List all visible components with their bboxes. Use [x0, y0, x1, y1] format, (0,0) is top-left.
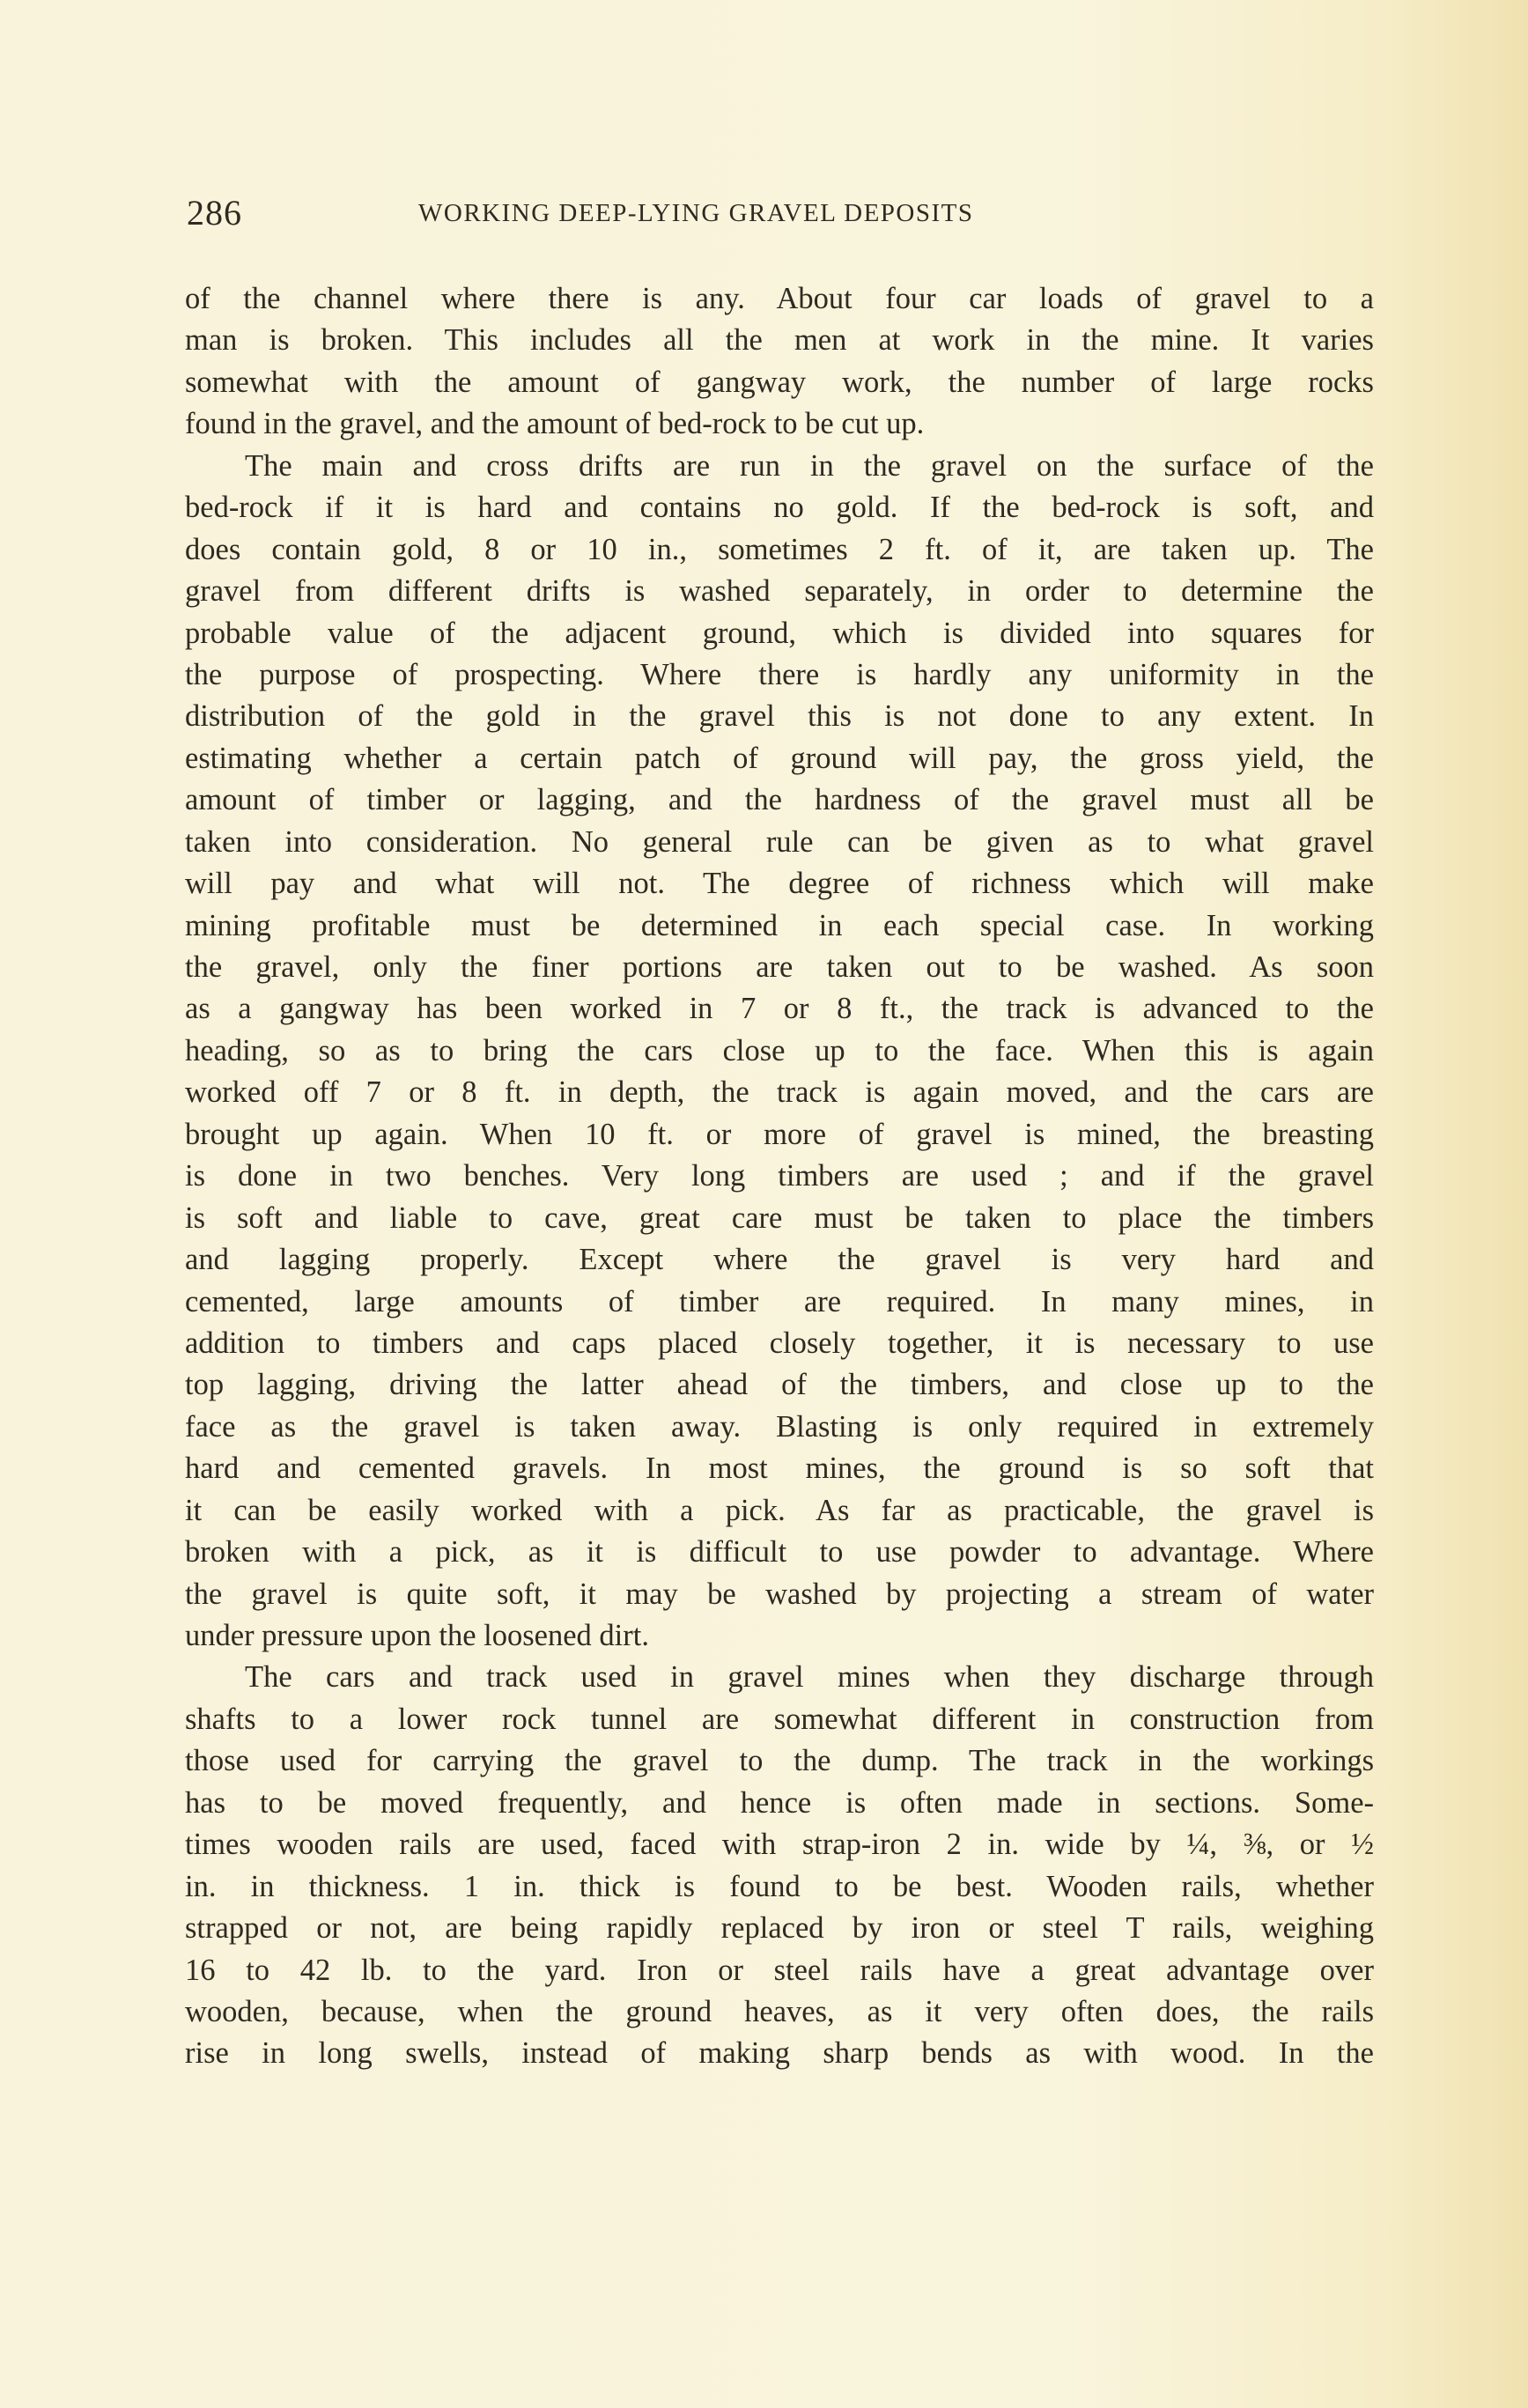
text-line: face as the gravel is taken away. Blasting is only required in extremely — [185, 1409, 1374, 1444]
text-line: is soft and liable to cave, great care must be taken to place the timbers — [185, 1200, 1374, 1235]
text-line: and lagging properly. Except where the gravel is very hard and — [185, 1243, 1374, 1277]
text-line: gravel from different drifts is washed separately, in order to determine the — [185, 574, 1374, 609]
text-line: estimating whether a certain patch of ground will pay, the gross yield, the — [185, 741, 1374, 775]
text-line: the gravel is quite soft, it may be washed by projecting a stream of water — [185, 1577, 1374, 1611]
paragraph — [185, 446, 1374, 1658]
text-line: hard and cemented gravels. In most mines, the ground is so soft that — [185, 1451, 1374, 1486]
text-line: bed-rock if it is hard and contains no gold. If the bed-rock is soft, and — [185, 491, 1374, 525]
text-line: 16 to 42 lb. to the yard. Iron or steel rails have a great advantage over — [185, 1953, 1374, 1987]
text-line: wooden, because, when the ground heaves, as it very often does, the rails — [185, 1994, 1374, 2028]
text-line: will pay and what will not. The degree of richness which will make — [185, 867, 1374, 901]
text-line: distribution of the gold in the gravel this is not done to any extent. In — [185, 699, 1374, 734]
text-line: brought up again. When 10 ft. or more of gravel is mined, the breasting — [185, 1117, 1374, 1151]
text-line: those used for carrying the gravel to the dump. The track in the workings — [185, 1744, 1374, 1778]
text-line: of the channel where there is any. About four car loads of gravel to a — [185, 282, 1374, 315]
text-line: man is broken. This includes all the men at work in the mine. It varies — [185, 323, 1374, 358]
page-body — [185, 278, 1374, 2075]
text-line: worked off 7 or 8 ft. in depth, the track is again moved, and the cars are — [185, 1075, 1374, 1110]
running-header — [187, 192, 1376, 236]
text-line: does contain gold, 8 or 10 in., sometimes 2 ft. of it, are taken up. The — [185, 532, 1374, 566]
text-line: the gravel, only the finer portions are taken out to be washed. As soon — [185, 950, 1374, 984]
text-line: strapped or not, are being rapidly replaced by iron or steel T rails, weighing — [185, 1911, 1374, 1946]
text-line: probable value of the adjacent ground, which is divided into squares for — [185, 616, 1374, 650]
running-title: WORKING DEEP-LYING GRAVEL DEPOSITS — [418, 199, 974, 227]
text-line: as a gangway has been worked in 7 or 8 ft., the track is advanced to the — [185, 992, 1374, 1026]
text-line: in. in thickness. 1 in. thick is found to be best. Wooden rails, whether — [185, 1869, 1374, 1903]
page-number: 286 — [187, 193, 242, 233]
paragraph — [185, 1657, 1374, 2074]
text-line: addition to timbers and caps placed closely together, it is necessary to use — [185, 1326, 1374, 1360]
text-line: is done in two benches. Very long timbers are used ; and if the gravel — [185, 1159, 1374, 1193]
text-line: shafts to a lower rock tunnel are somewhat different in construction from — [185, 1702, 1374, 1736]
text-line: broken with a pick, as it is difficult to use powder to advantage. Where — [185, 1535, 1374, 1570]
text-line: The main and cross drifts are run in the gravel on the surface of the — [245, 448, 1374, 483]
text-line: the purpose of prospecting. Where there is hardly any uniformity in the — [185, 657, 1374, 691]
text-line: taken into consideration. No general rule can be given as to what gravel — [185, 824, 1374, 859]
text-line: rise in long swells, instead of making sharp bends as with wood. In the — [185, 2036, 1374, 2071]
text-line: times wooden rails are used, faced with strap-iron 2 in. wide by ¼, ⅜, or ½ — [185, 1828, 1374, 1862]
text-line: it can be easily worked with a pick. As far as practicable, the gravel is — [185, 1493, 1374, 1527]
text-line: The cars and track used in gravel mines when they discharge through — [245, 1660, 1374, 1695]
text-line: top lagging, driving the latter ahead of the timbers, and close up to the — [185, 1368, 1374, 1402]
text-line: cemented, large amounts of timber are required. In many mines, in — [185, 1284, 1374, 1318]
paragraph — [185, 278, 1374, 446]
text-line: under pressure upon the loosened dirt. — [185, 1619, 649, 1652]
text-line: mining profitable must be determined in each special case. In working — [185, 908, 1374, 942]
text-line: somewhat with the amount of gangway work, the number of large rocks — [185, 365, 1374, 399]
text-line: has to be moved frequently, and hence is often made in sections. Some- — [185, 1785, 1374, 1820]
text-line: found in the gravel, and the amount of bed-rock to be cut up. — [185, 407, 925, 441]
text-line: amount of timber or lagging, and the hardness of the gravel must all be — [185, 783, 1374, 817]
text-line: heading, so as to bring the cars close up to the face. When this is again — [185, 1033, 1374, 1067]
